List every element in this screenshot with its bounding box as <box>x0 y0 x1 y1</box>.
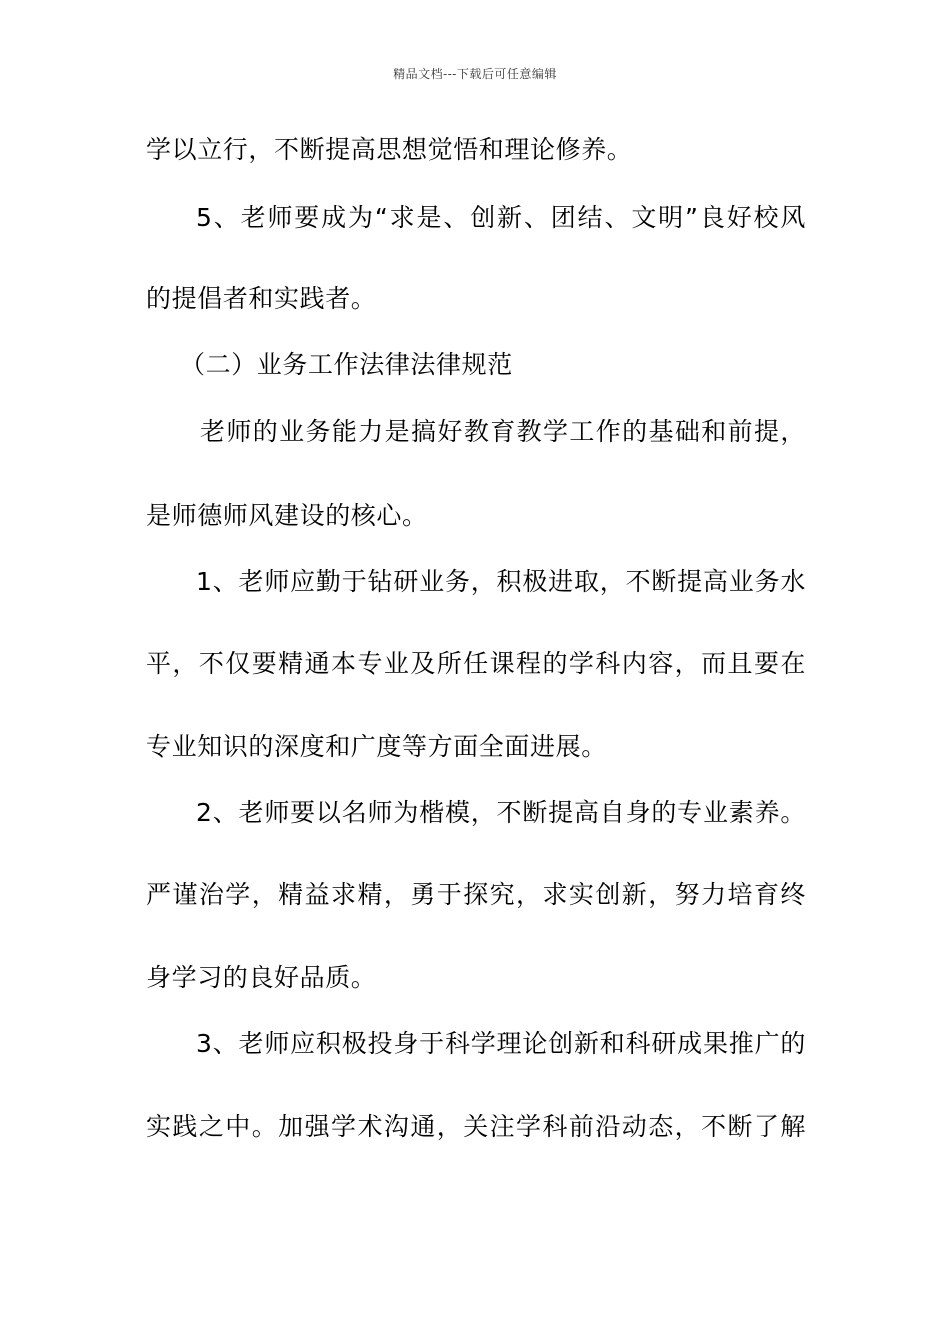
body-line-14: 实践之中。加强学术沟通，关注学科前沿动态，不断了解 <box>146 1112 806 1141</box>
body-line-5: 老师的业务能力是搞好教育教学工作的基础和前提， <box>200 417 806 446</box>
section-heading: （二）业务工作法律法律规范 <box>180 350 513 379</box>
body-line-8: 平，不仅要精通本专业及所任课程的学科内容，而且要在 <box>146 649 806 678</box>
body-line-7: 1、老师应勤于钻研业务，积极进取，不断提高业务水 <box>196 567 806 596</box>
page-header: 精品文档---下载后可任意编辑 <box>393 67 557 81</box>
body-line-6: 是师德师风建设的核心。 <box>146 501 428 530</box>
body-line-2: 5、老师要成为“求是、创新、团结、文明”良好校风 <box>196 203 806 232</box>
body-line-3: 的提倡者和实践者。 <box>146 284 377 313</box>
body-line-1: 学以立行，不断提高思想觉悟和理论修养。 <box>146 135 633 164</box>
body-line-9: 专业知识的深度和广度等方面全面进展。 <box>146 732 607 761</box>
body-line-10: 2、老师要以名师为楷模，不断提高自身的专业素养。 <box>196 798 806 827</box>
body-line-12: 身学习的良好品质。 <box>146 963 377 992</box>
body-line-13: 3、老师应积极投身于科学理论创新和科研成果推广的 <box>196 1029 806 1058</box>
body-line-11: 严谨治学，精益求精，勇于探究，求实创新，努力培育终 <box>146 880 806 909</box>
